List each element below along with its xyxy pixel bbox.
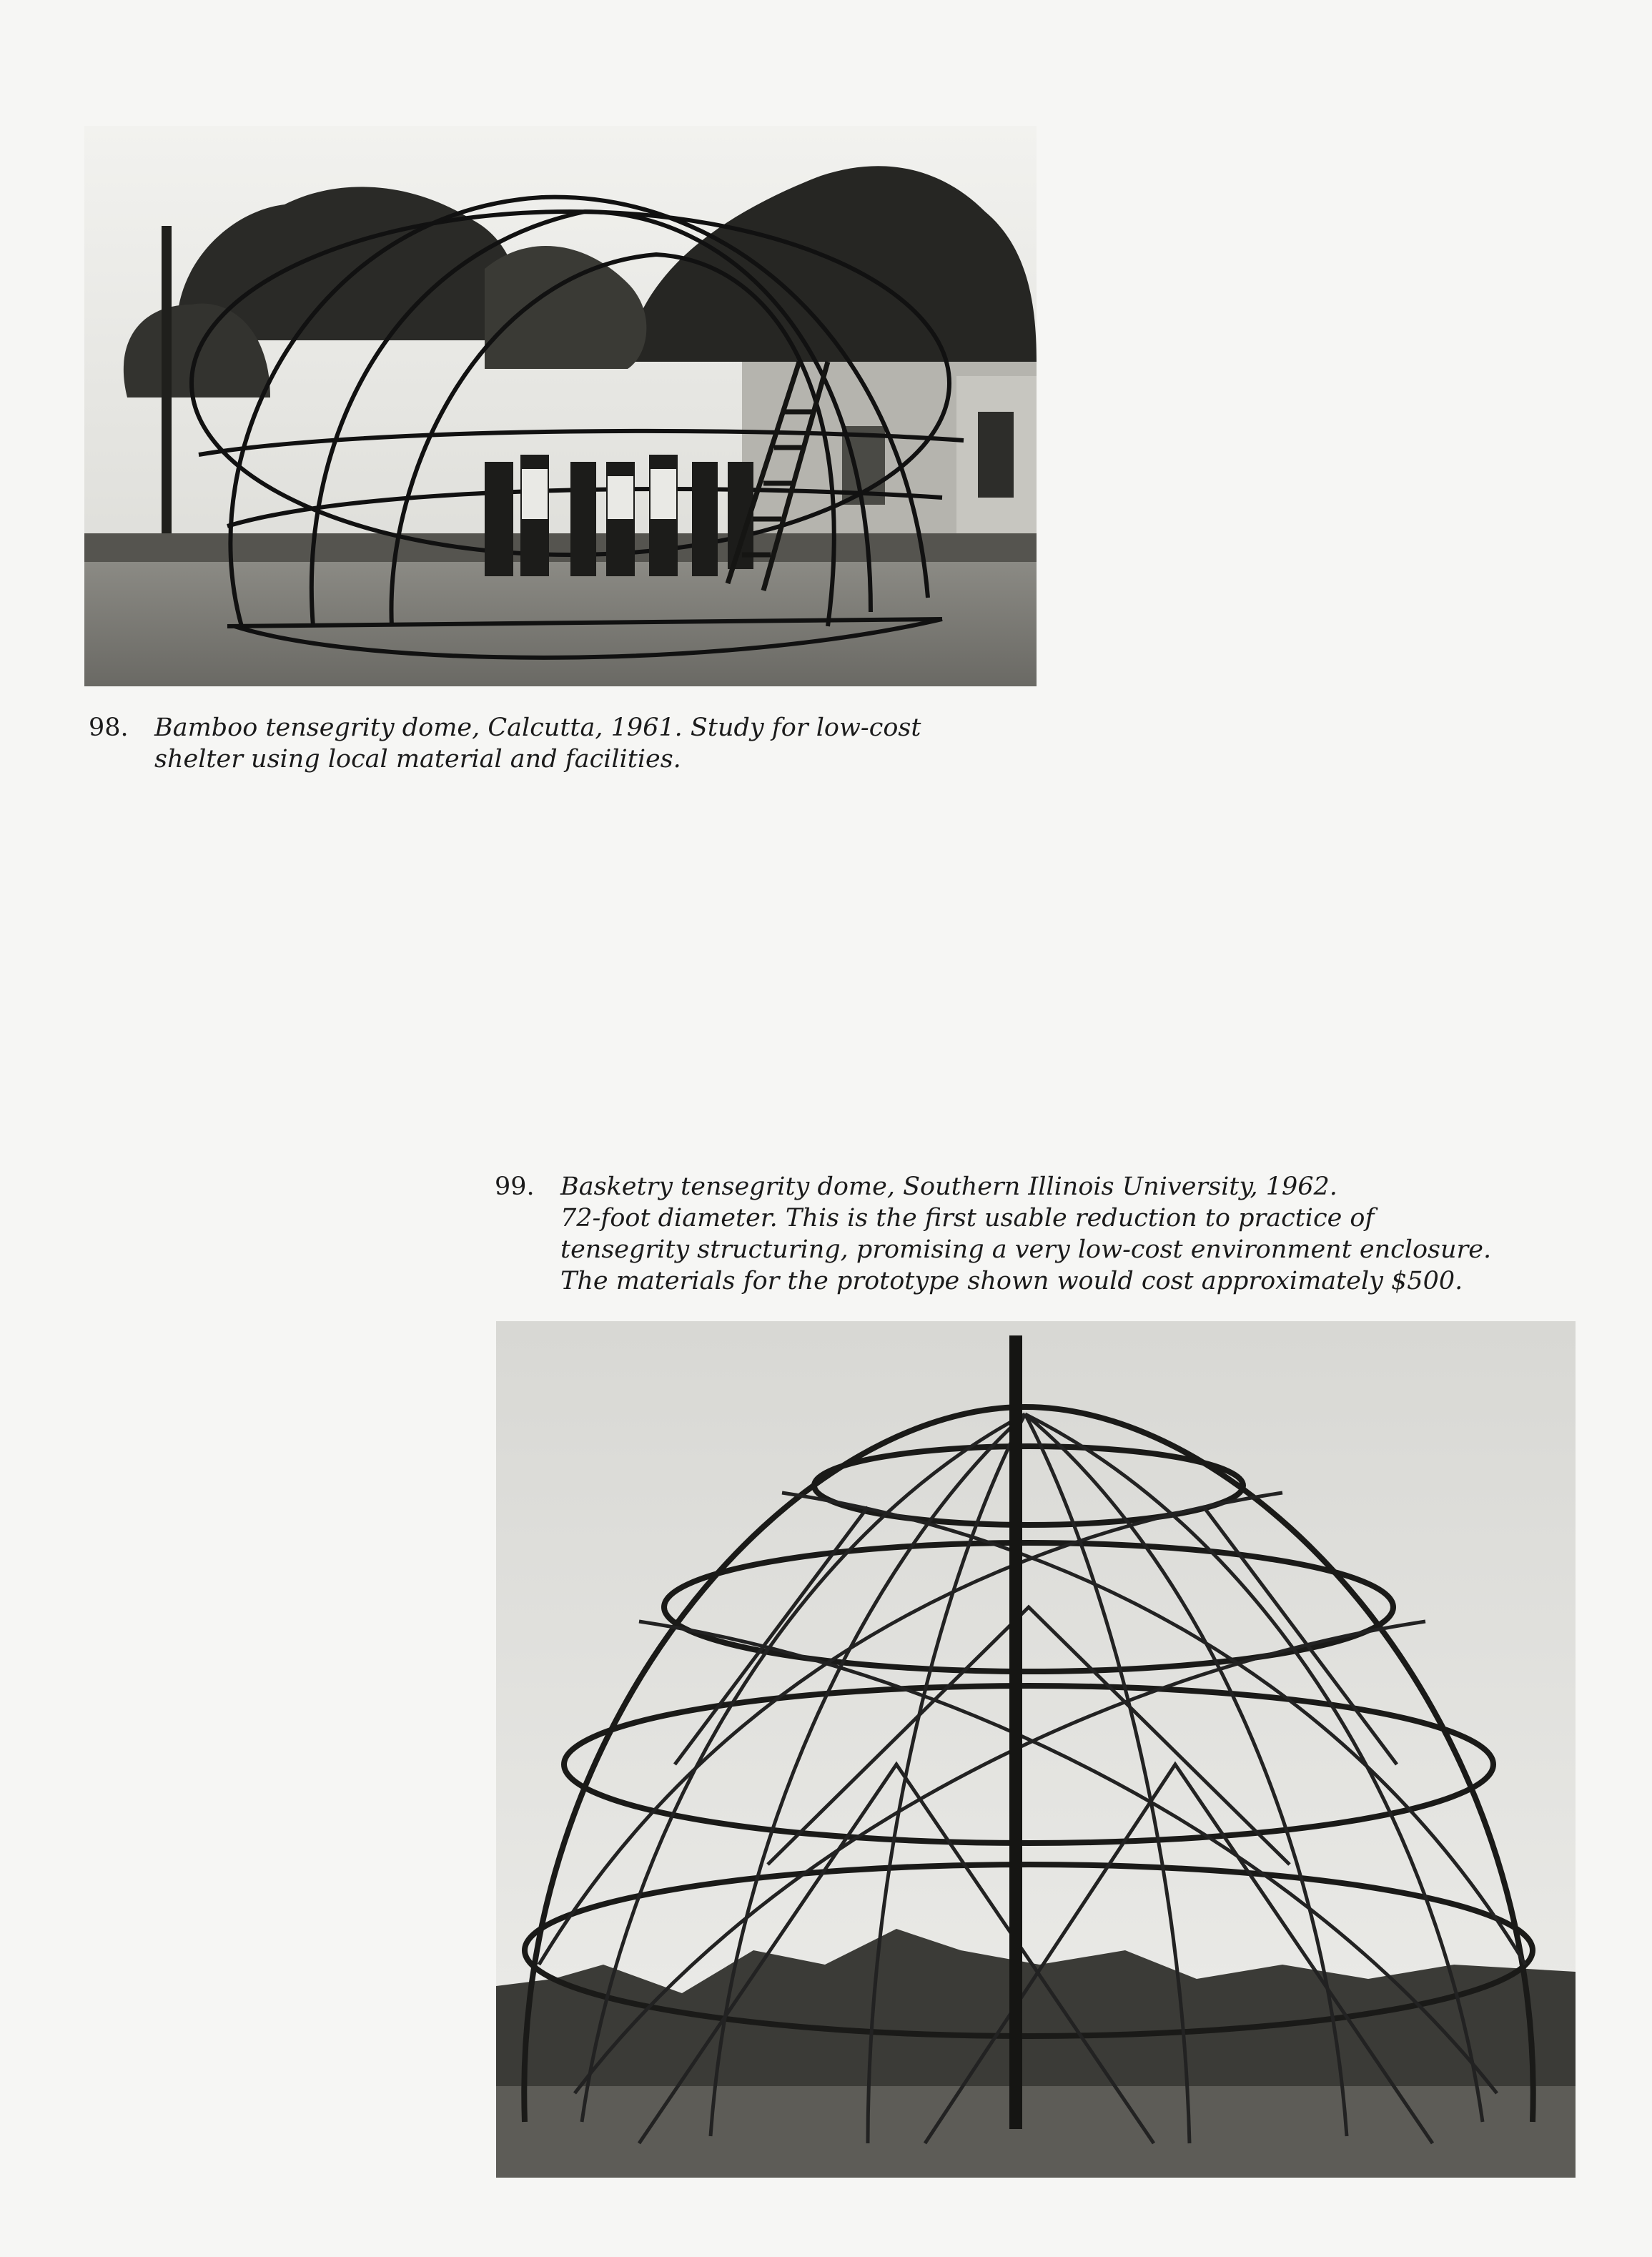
caption-line: shelter using local material and facilities. bbox=[154, 745, 681, 774]
caption-line: tensegrity structuring, promising a very low-cost environment enclosure. bbox=[560, 1235, 1492, 1264]
caption-line: Basketry tensegrity dome, Southern Illinois University, 1962. bbox=[560, 1172, 1337, 1201]
figure-98-caption bbox=[89, 712, 976, 775]
caption-line: The materials for the prototype shown would cost approximately $500. bbox=[560, 1267, 1463, 1295]
basketry-dome-photo bbox=[496, 1321, 1576, 2178]
caption-line: 72-foot diameter. This is the first usable reduction to practice of bbox=[560, 1204, 1375, 1233]
figure-99-number: 99. bbox=[495, 1172, 535, 1201]
figure-99-caption bbox=[495, 1171, 1533, 1297]
caption-line: Bamboo tensegrity dome, Calcutta, 1961. Study for low-cost bbox=[154, 713, 921, 742]
figure-98-number: 98. bbox=[89, 713, 129, 742]
bamboo-dome-photo bbox=[84, 126, 1037, 686]
